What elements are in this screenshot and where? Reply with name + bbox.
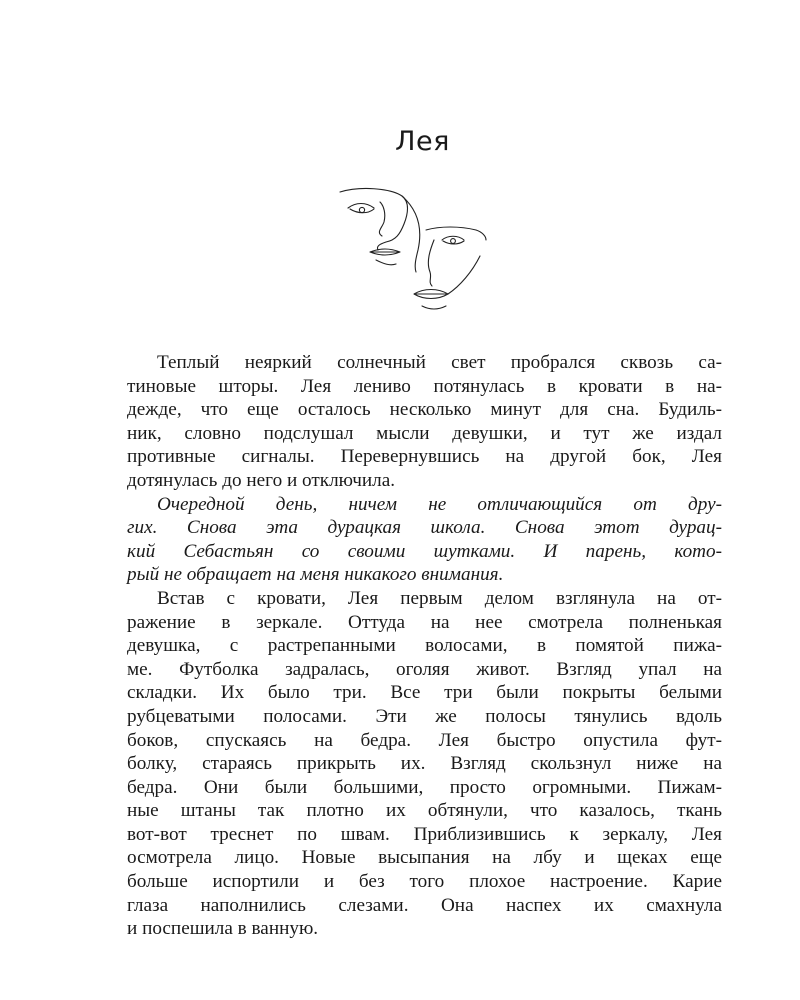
paragraph-3 — [127, 587, 722, 941]
text-line: Встав с кровати, Лея первым делом взглянула на от- — [157, 587, 722, 609]
text-line: кий Себастьян со своими шутками. И парень, кото- — [127, 540, 722, 562]
text-line: складки. Их было три. Все три были покрыты белыми — [127, 682, 722, 704]
text-line: Очередной день, ничем не отличающийся от дру- — [157, 493, 722, 515]
text-line: глаза наполнились слезами. Она наспех их смахнула — [127, 894, 722, 916]
text-line: дежде, что еще осталось несколько минут для сна. Будиль- — [127, 399, 722, 421]
text-line: ник, словно подслушал мысли девушки, и тут же издал — [127, 422, 722, 444]
paragraph-1 — [127, 351, 722, 493]
text-line: боков, спускаясь на бедра. Лея быстро опустила фут- — [127, 729, 722, 751]
line-art-faces-ornament — [330, 182, 500, 314]
chapter-title: Лея — [395, 126, 450, 157]
text-line: ные штаны так плотно их обтянули, что казалось, ткань — [127, 800, 722, 822]
text-line: дотянулась до него и отключила. — [127, 469, 396, 491]
text-line: больше испортили и без того плохое настроение. Карие — [127, 871, 722, 893]
text-line: болку, стараясь прикрыть их. Взгляд скользнул ниже на — [127, 753, 722, 775]
text-line: осмотрела лицо. Новые высыпания на лбу и щеках еще — [127, 847, 722, 869]
text-line: вот-вот треснет по швам. Приблизившись к зеркалу, Лея — [127, 823, 722, 845]
text-line: гих. Снова эта дурацкая школа. Снова этот дурац- — [127, 517, 722, 539]
text-line: бедра. Они были большими, просто огромными. Пижам- — [127, 776, 722, 798]
text-line: ражение в зеркале. Оттуда на нее смотрела полненькая — [127, 611, 722, 633]
text-line: тиновые шторы. Лея лениво потянулась в кровати в на- — [127, 375, 722, 397]
text-line: противные сигналы. Перевернувшись на другой бок, Лея — [127, 446, 722, 468]
text-line: девушка, с растрепанными волосами, в помятой пижа- — [127, 635, 722, 657]
chapter-text — [127, 351, 722, 941]
text-line: и поспешила в ванную. — [127, 918, 319, 940]
text-line: рый не обращает на меня никакого внимания. — [127, 564, 504, 586]
text-line: рубцеватыми полосами. Эти же полосы тянулись вдоль — [127, 705, 722, 727]
text-line: Теплый неяркий солнечный свет пробрался сквозь са- — [157, 352, 722, 373]
text-line: ме. Футболка задралась, оголяя живот. Взгляд упал на — [127, 658, 722, 680]
paragraph-2-italic — [127, 493, 722, 587]
